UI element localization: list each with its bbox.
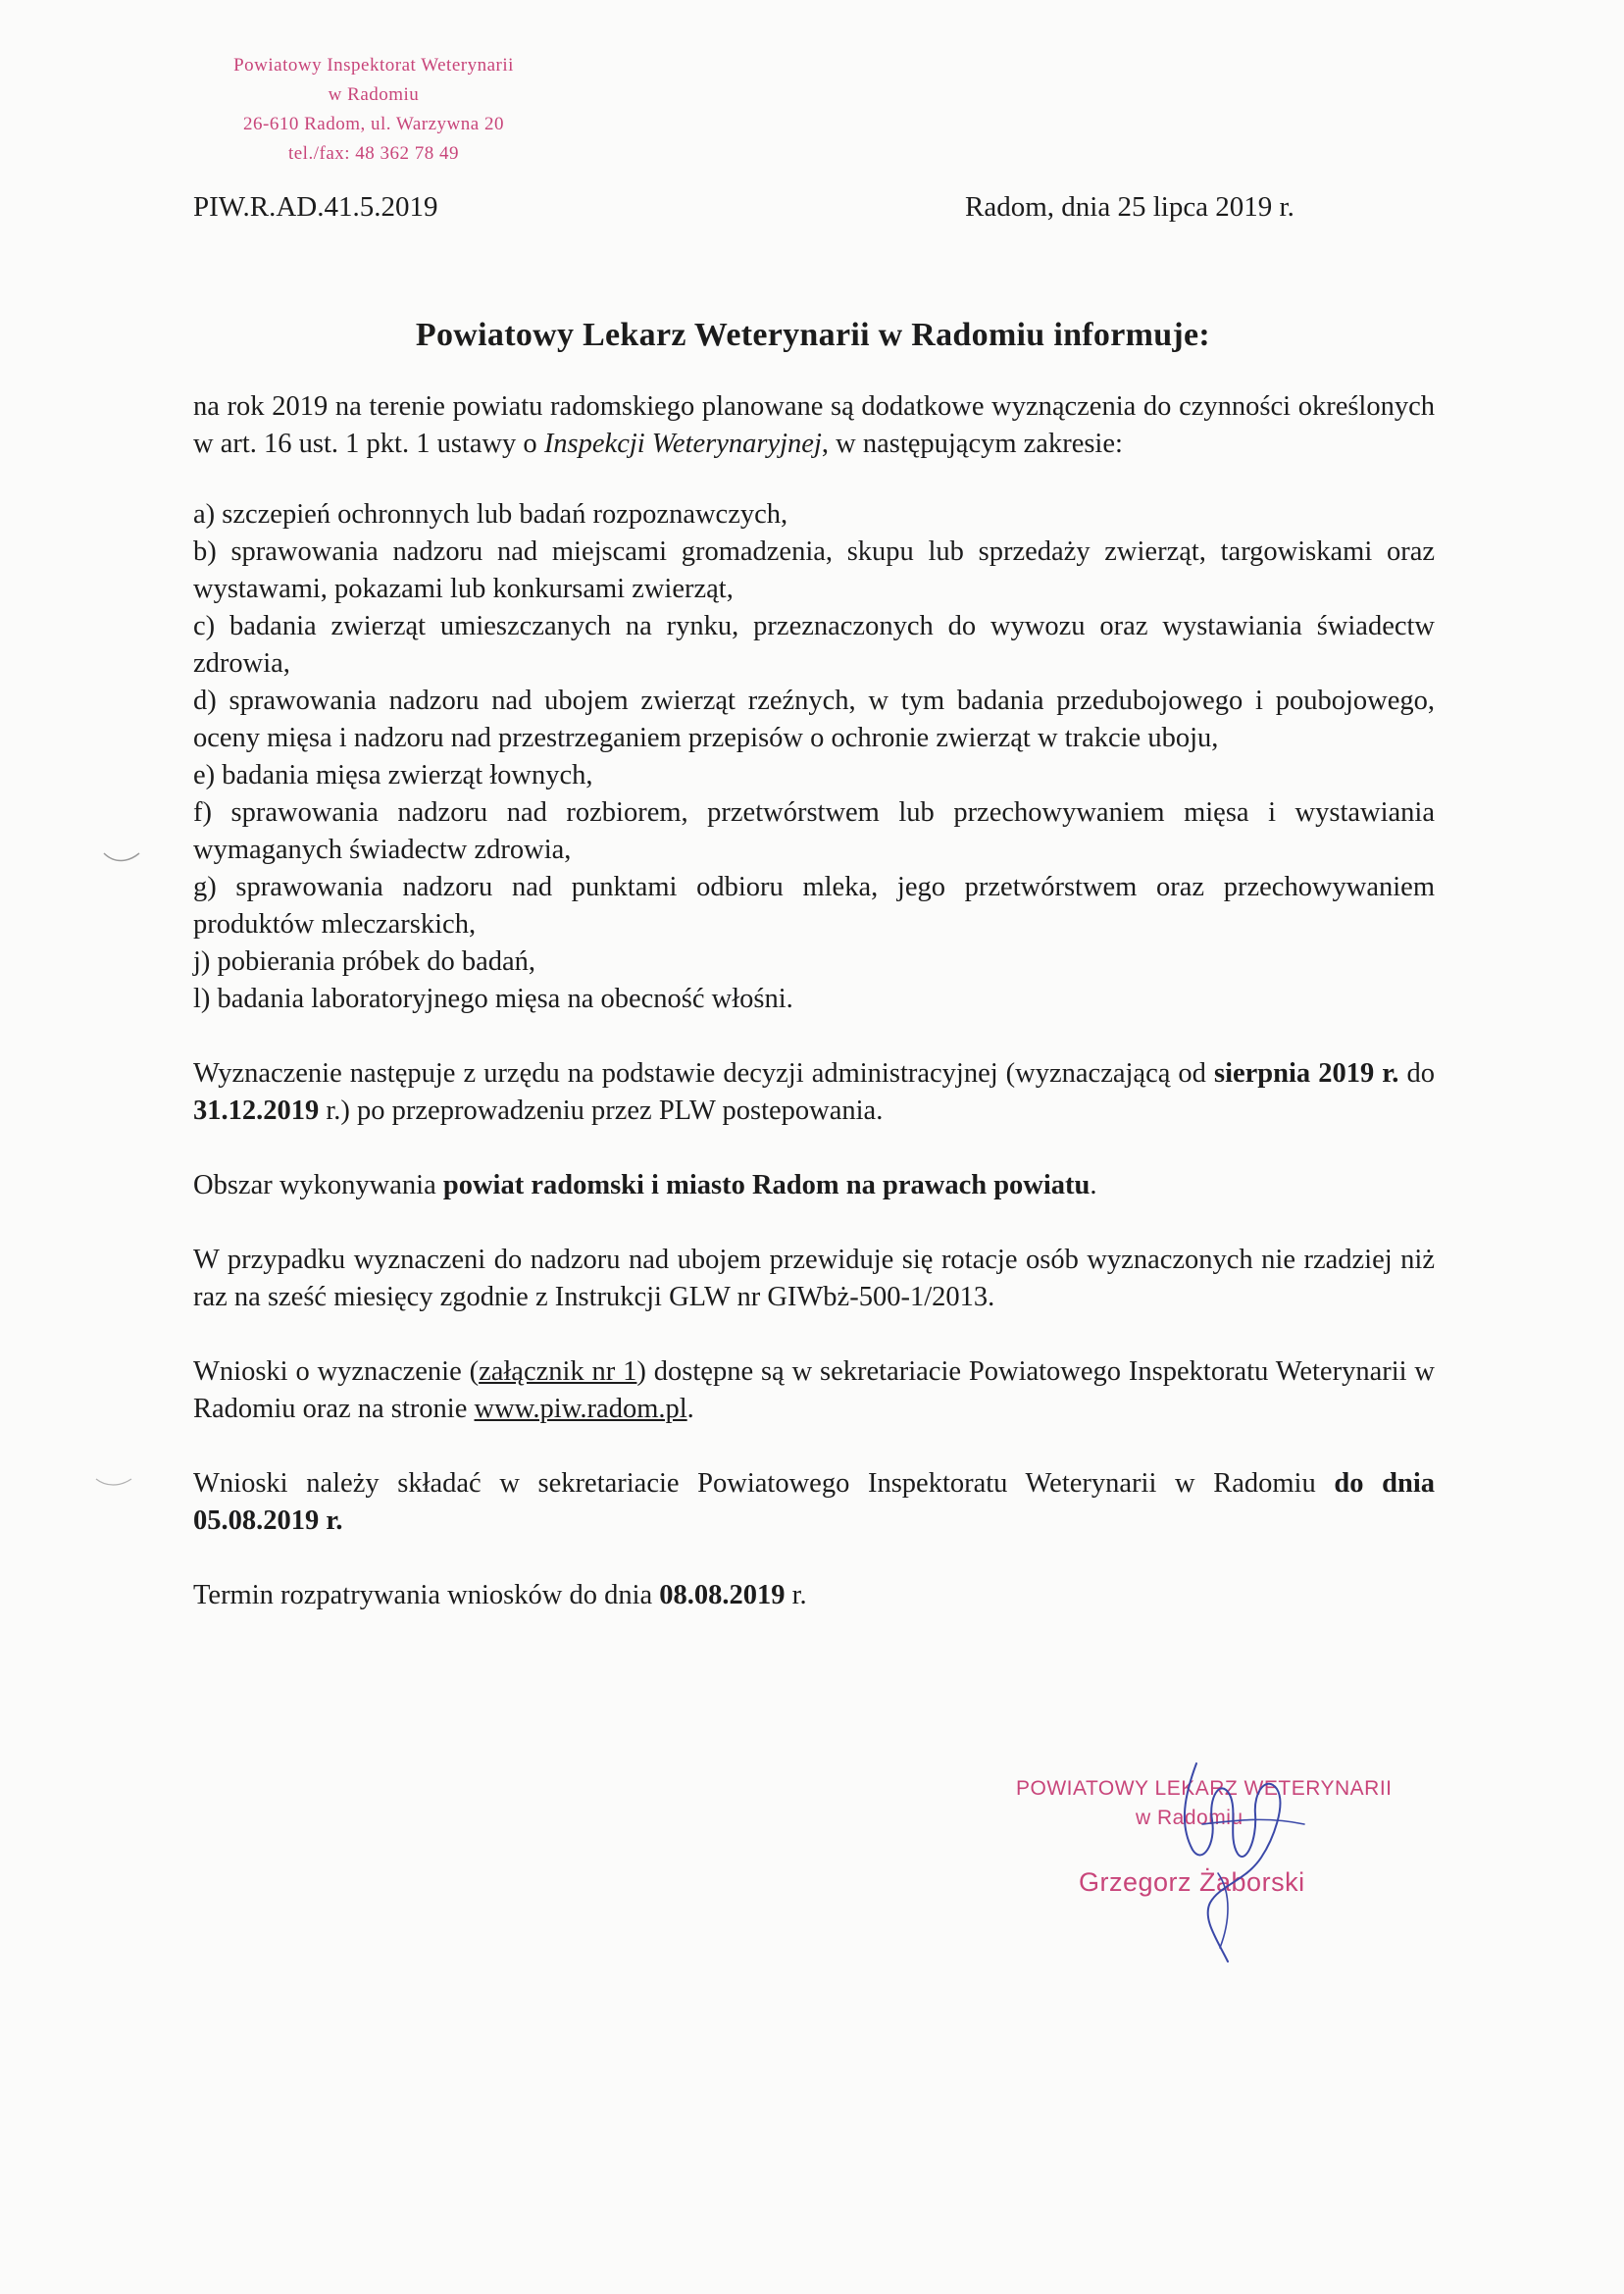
document-reference: PIW.R.AD.41.5.2019: [193, 191, 438, 223]
area-text: .: [1090, 1170, 1097, 1200]
signature-stamp-title: POWIATOWY LEKARZ WETERYNARII: [1016, 1777, 1393, 1800]
list-item: b) sprawowania nadzoru nad miejscami gromadzenia, skupu lub sprzedaży zwierząt, targowiskami oraz wystawami, pokazami lub konkursami zwierząt,: [193, 536, 1435, 604]
area-paragraph: [193, 1167, 1435, 1204]
submit-text: Wnioski należy składać w sekretariacie Powiatowego Inspektoratu Weterynarii w Radomiu: [193, 1468, 1335, 1499]
intro-text: na rok 2019 na terenie powiatu radomskiego planowane są dodatkowe wyznączenia do czynności określonych w art. 16 ust. 1 pkt. 1 ustawy o: [193, 391, 1435, 459]
stamp-line-phone: tel./fax: 48 362 78 49: [287, 143, 460, 164]
margin-mark-icon: [94, 1471, 133, 1491]
document-body: [193, 388, 1435, 1614]
decision-end-date: 31.12.2019: [193, 1096, 320, 1126]
forms-text: ) dostępne są w sekretariacie Powiatowego Inspektoratu Weterynarii w Radomiu oraz na stronie: [193, 1356, 1435, 1424]
page-title: Powiatowy Lekarz Weterynarii w Radomiu informuje:: [415, 317, 1211, 353]
signature-stamp-city: w Radomiu: [1136, 1807, 1243, 1829]
stamp-line-address: 26-610 Radom, ul. Warzywna 20: [243, 114, 504, 134]
letterhead-stamp: [182, 51, 565, 169]
attachment-link[interactable]: załącznik nr 1: [479, 1356, 637, 1387]
law-name: Inspekcji Weterynaryjnej: [543, 429, 822, 459]
review-deadline: 08.08.2019: [659, 1580, 786, 1610]
intro-paragraph: [193, 388, 1435, 463]
scope-list: [193, 496, 1435, 1018]
list-item: j) pobierania próbek do badań,: [193, 946, 535, 977]
submit-paragraph: [193, 1465, 1435, 1540]
forms-text: Wnioski o wyznaczenie (: [193, 1356, 480, 1387]
signatory-name: Grzegorz Żaborski: [1079, 1867, 1305, 1897]
deadline-text: Termin rozpatrywania wniosków do dnia: [193, 1580, 660, 1610]
signature-block: [1010, 1756, 1422, 1971]
area-text: Obszar wykonywania: [193, 1170, 443, 1200]
website-link[interactable]: www.piw.radom.pl: [474, 1394, 687, 1424]
submit-deadline: do dnia 05.08.2019 r.: [193, 1468, 1435, 1536]
rotation-paragraph: W przypadku wyznaczeni do nadzoru nad ubojem przewiduje się rotacje osób wyznaczonych nie rzadziej niż raz na sześć miesięcy zgodnie z Instrukcji GLW nr GIWbż-500-1/2013.: [193, 1245, 1435, 1312]
list-item: g) sprawowania nadzoru nad punktami odbioru mleka, jego przetwórstwem oraz przechowywaniem produktów mleczarskich,: [193, 872, 1435, 940]
deadline-text: r.: [785, 1580, 807, 1610]
stamp-line-institution: Powiatowy Inspektorat Weterynarii: [233, 55, 514, 76]
decision-start-date: sierpnia 2019 r.: [1213, 1058, 1399, 1089]
handwritten-signature-icon: [1010, 1756, 1422, 1971]
stamp-line-city: w Radomiu: [328, 84, 420, 105]
area-value: powiat radomski i miasto Radom na prawach powiatu: [442, 1170, 1091, 1200]
document-date: Radom, dnia 25 lipca 2019 r.: [965, 191, 1294, 223]
list-item: d) sprawowania nadzoru nad ubojem zwierząt rzeźnych, w tym badania przedubojowego i poubojowego, oceny mięsa i nadzoru nad przestrzeganiem przepisów o ochronie zwierząt w trakcie uboju,: [193, 686, 1435, 753]
decision-paragraph: [193, 1055, 1435, 1130]
decision-text: r.) po przeprowadzeniu przez PLW postepowania.: [319, 1096, 884, 1126]
intro-text-end: , w następującym zakresie:: [821, 429, 1123, 459]
margin-mark-icon: [102, 845, 141, 865]
list-item: l) badania laboratoryjnego mięsa na obecność włośni.: [193, 984, 793, 1014]
deadline-paragraph: [193, 1577, 1435, 1614]
decision-text: do: [1398, 1058, 1435, 1089]
list-item: e) badania mięsa zwierząt łownych,: [193, 760, 593, 790]
forms-paragraph: [193, 1353, 1435, 1428]
decision-text: Wyznaczenie następuje z urzędu na podstawie decyzji administracyjnej (wyznaczającą od: [193, 1058, 1214, 1089]
list-item: f) sprawowania nadzoru nad rozbiorem, przetwórstwem lub przechowywaniem mięsa i wystawiania wymaganych świadectw zdrowia,: [193, 797, 1435, 865]
list-item: c) badania zwierząt umieszczanych na rynku, przeznaczonych do wywozu oraz wystawiania świadectw zdrowia,: [193, 611, 1435, 679]
list-item: a) szczepień ochronnych lub badań rozpoznawczych,: [193, 499, 788, 530]
forms-text: .: [686, 1394, 694, 1424]
